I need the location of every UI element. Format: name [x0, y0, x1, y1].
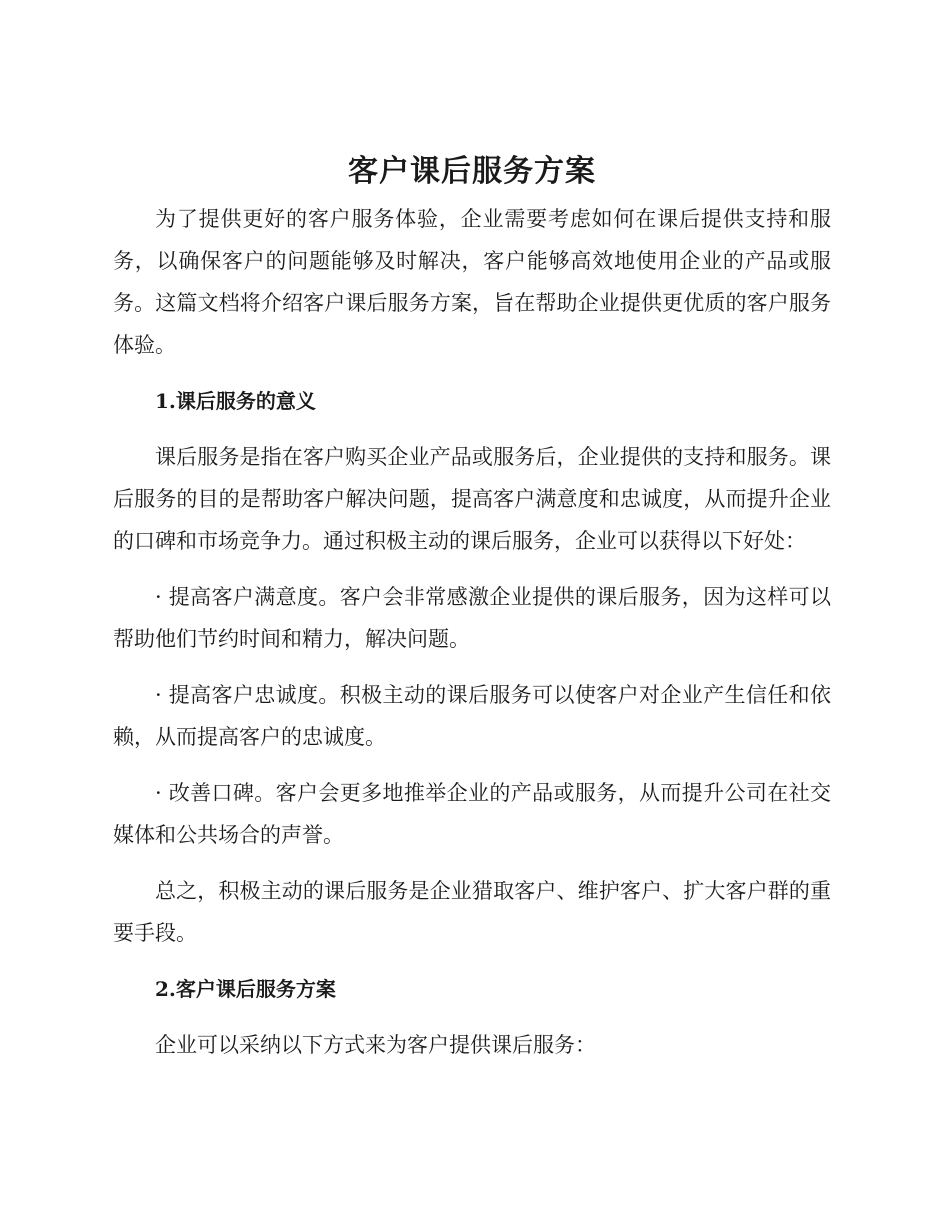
- section-heading-2: 2.客户课后服务方案: [155, 977, 336, 1001]
- bullet-item: · 改善口碑。客户会更多地推举企业的产品或服务，从而提升公司在社交媒体和公共场合的声誉。: [113, 781, 831, 847]
- section1-paragraph: 课后服务是指在客户购买企业产品或服务后，企业提供的支持和服务。课后服务的目的是帮助客户解决问题，提高客户满意度和忠诚度，从而提升企业的口碑和市场竞争力。通过积极主动的课后服务，企业可以获得以下好处：: [113, 445, 831, 553]
- section2-paragraph: 企业可以采纳以下方式来为客户提供课后服务：: [155, 1033, 596, 1057]
- bullet-item: · 提高客户满意度。客户会非常感激企业提供的课后服务，因为这样可以帮助他们节约时间和精力，解决问题。: [113, 585, 831, 651]
- intro-paragraph: 为了提供更好的客户服务体验，企业需要考虑如何在课后提供支持和服务，以确保客户的问题能够及时解决，客户能够高效地使用企业的产品或服务。这篇文档将介绍客户课后服务方案，旨在帮助企业提供更优质的客户服务体验。: [113, 207, 831, 357]
- document-title: 客户课后服务方案: [348, 154, 596, 189]
- section-heading-1: 1.课后服务的意义: [155, 389, 316, 413]
- bullet-item: · 提高客户忠诚度。积极主动的课后服务可以使客户对企业产生信任和依赖，从而提高客户的忠诚度。: [113, 683, 831, 749]
- document-page: [113, 150, 831, 1066]
- summary-paragraph: 总之，积极主动的课后服务是企业猎取客户、维护客户、扩大客户群的重要手段。: [113, 879, 831, 945]
